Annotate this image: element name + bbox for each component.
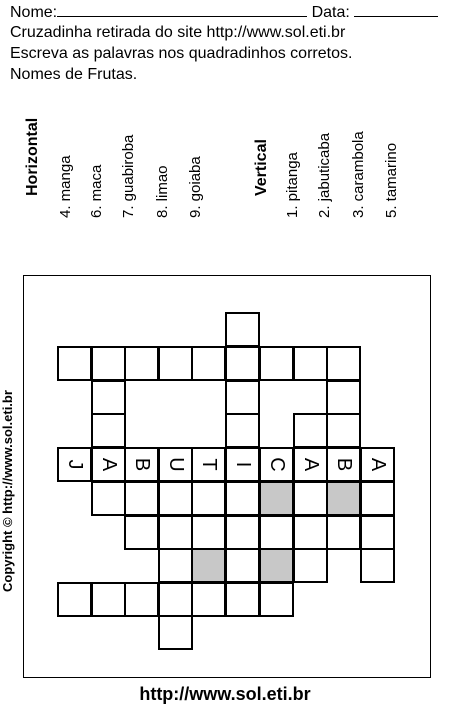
crossword-cell[interactable] — [360, 447, 395, 482]
horizontal-clues-title: Horizontal — [24, 117, 41, 196]
crossword-cell[interactable] — [91, 346, 126, 381]
shaded-crossword-cell[interactable] — [259, 548, 294, 583]
crossword-cell[interactable] — [326, 447, 361, 482]
cell-letter: A — [98, 457, 120, 472]
crossword-cell[interactable] — [225, 413, 260, 448]
vertical-clue: 2. jabuticaba — [316, 132, 333, 218]
horizontal-clue: 4. manga — [57, 155, 74, 218]
crossword-cell[interactable] — [124, 481, 159, 516]
source-line: Cruzadinha retirada do site http://www.sol.eti.br — [10, 24, 346, 41]
crossword-cell[interactable] — [124, 346, 159, 381]
horizontal-clue: 8. limao — [154, 165, 171, 218]
crossword-cell[interactable] — [259, 447, 294, 482]
cell-letter: J — [64, 459, 86, 470]
crossword-cell[interactable] — [158, 447, 193, 482]
crossword-cell[interactable] — [293, 413, 328, 448]
shaded-crossword-cell[interactable] — [259, 481, 294, 516]
crossword-cell[interactable] — [225, 515, 260, 550]
horizontal-clue: 6. maca — [88, 164, 105, 218]
vertical-clue: 5. tamarino — [383, 142, 400, 218]
crossword-cell[interactable] — [191, 582, 226, 617]
instructions-line: Escreva as palavras nos quadradinhos corretos. — [10, 45, 353, 62]
crossword-cell[interactable] — [57, 582, 92, 617]
crossword-cell[interactable] — [259, 582, 294, 617]
crossword-cell[interactable] — [191, 481, 226, 516]
shaded-crossword-cell[interactable] — [191, 548, 226, 583]
crossword-cell[interactable] — [293, 481, 328, 516]
crossword-cell[interactable] — [360, 548, 395, 583]
cell-letter: U — [165, 457, 187, 472]
crossword-cell[interactable] — [360, 481, 395, 516]
crossword-cell[interactable] — [293, 447, 328, 482]
crossword-cell[interactable] — [225, 380, 260, 415]
footer-url: http://www.sol.eti.br — [139, 684, 311, 704]
crossword-cell[interactable] — [91, 481, 126, 516]
crossword-cell[interactable] — [225, 346, 260, 381]
crossword-cell[interactable] — [326, 515, 361, 550]
crossword-cell[interactable] — [57, 346, 92, 381]
crossword-cell[interactable] — [158, 615, 193, 650]
vertical-clue: 1. pitanga — [284, 152, 301, 218]
crossword-cell[interactable] — [326, 413, 361, 448]
cell-letter: T — [198, 458, 220, 471]
crossword-cell[interactable] — [124, 515, 159, 550]
header-line-name-date — [10, 2, 438, 22]
crossword-cell[interactable] — [191, 515, 226, 550]
crossword-cell[interactable] — [225, 582, 260, 617]
vertical-clues-title: Vertical — [253, 139, 270, 196]
crossword-cell[interactable] — [158, 548, 193, 583]
crossword-cell[interactable] — [326, 380, 361, 415]
cell-letter: B — [333, 457, 355, 472]
crossword-cell[interactable] — [124, 582, 159, 617]
cell-letter: A — [300, 457, 322, 472]
crossword-cell[interactable] — [293, 548, 328, 583]
crossword-cell[interactable] — [91, 582, 126, 617]
crossword-cell[interactable] — [259, 346, 294, 381]
crossword-cell[interactable] — [124, 447, 159, 482]
crossword-cell[interactable] — [158, 346, 193, 381]
crossword-cell[interactable] — [259, 515, 294, 550]
crossword-cell[interactable] — [225, 447, 260, 482]
crossword-cell[interactable] — [225, 312, 260, 347]
date-label: Data: — [311, 4, 350, 21]
cell-letter: C — [266, 457, 288, 472]
crossword-cell[interactable] — [326, 346, 361, 381]
vertical-clue: 3. carambola — [350, 131, 367, 218]
horizontal-clue: 9. goiaba — [187, 156, 204, 218]
horizontal-clue: 7. guabiroba — [120, 134, 137, 218]
cell-letter: A — [367, 457, 389, 472]
crossword-cell[interactable] — [191, 346, 226, 381]
copyright-text: Copyright © http://www.sol.eti.br — [0, 390, 15, 592]
crossword-cell[interactable] — [158, 582, 193, 617]
crossword-cell[interactable] — [225, 481, 260, 516]
crossword-cell[interactable] — [225, 548, 260, 583]
crossword-cell[interactable] — [91, 447, 126, 482]
name-blank-line[interactable] — [57, 2, 307, 17]
crossword-cell[interactable] — [158, 515, 193, 550]
crossword-cell[interactable] — [191, 447, 226, 482]
crossword-cell[interactable] — [91, 413, 126, 448]
crossword-cell[interactable] — [158, 481, 193, 516]
crossword-cell[interactable] — [57, 447, 92, 482]
shaded-crossword-cell[interactable] — [326, 481, 361, 516]
cell-letter: B — [131, 457, 153, 472]
date-blank-line[interactable] — [354, 2, 438, 17]
crossword-cell[interactable] — [293, 515, 328, 550]
crossword-cell[interactable] — [91, 380, 126, 415]
name-label: Nome: — [10, 4, 58, 21]
cell-letter: I — [232, 461, 254, 468]
crossword-cell[interactable] — [293, 346, 328, 381]
theme-line: Nomes de Frutas. — [10, 66, 138, 83]
crossword-cell[interactable] — [360, 515, 395, 550]
